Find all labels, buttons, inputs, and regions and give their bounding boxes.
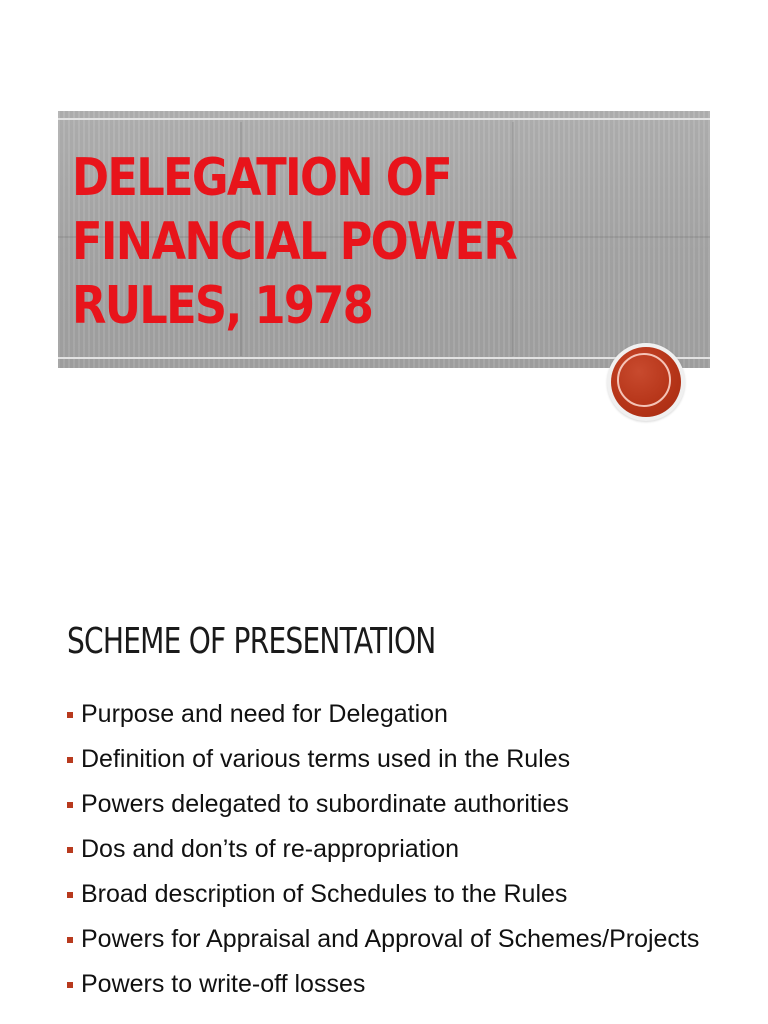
list-item: [66, 698, 756, 730]
scheme-bullet-list: [66, 698, 756, 1013]
bullet-text: Dos and don’ts of re-appropriation: [81, 835, 460, 863]
list-item: [66, 923, 756, 955]
bullet-text: Powers for Appraisal and Approval of Schemes/Projects: [81, 925, 700, 953]
list-item: [66, 743, 756, 775]
bullet-square-icon: [67, 802, 73, 808]
bullet-square-icon: [67, 982, 73, 988]
bullet-square-icon: [67, 892, 73, 898]
title-line: DELEGATION OF: [72, 148, 451, 208]
bullet-square-icon: [67, 712, 73, 718]
bullet-square-icon: [67, 847, 73, 853]
band-bottom-rule: [58, 357, 710, 359]
scheme-slide: [0, 576, 768, 1024]
title-line: RULES, 1978: [72, 276, 373, 336]
bullet-square-icon: [67, 937, 73, 943]
list-item: [66, 878, 756, 910]
list-item: [66, 833, 756, 865]
list-item: [66, 968, 756, 1000]
bullet-text: Powers delegated to subordinate authorities: [81, 790, 569, 818]
title-line: FINANCIAL POWER: [72, 212, 517, 272]
bullet-text: Definition of various terms used in the Rules: [81, 745, 571, 773]
accent-circle-icon: [607, 343, 685, 421]
bullet-square-icon: [67, 757, 73, 763]
bullet-text: Purpose and need for Delegation: [81, 700, 448, 728]
band-top-rule: [58, 118, 710, 120]
bullet-text: Powers to write-off losses: [81, 970, 366, 998]
slide-title: [72, 146, 614, 338]
list-item: [66, 788, 756, 820]
scheme-heading: SCHEME OF PRESENTATION: [67, 621, 436, 662]
accent-circle-ring: [617, 353, 671, 407]
bullet-text: Broad description of Schedules to the Rules: [81, 880, 568, 908]
